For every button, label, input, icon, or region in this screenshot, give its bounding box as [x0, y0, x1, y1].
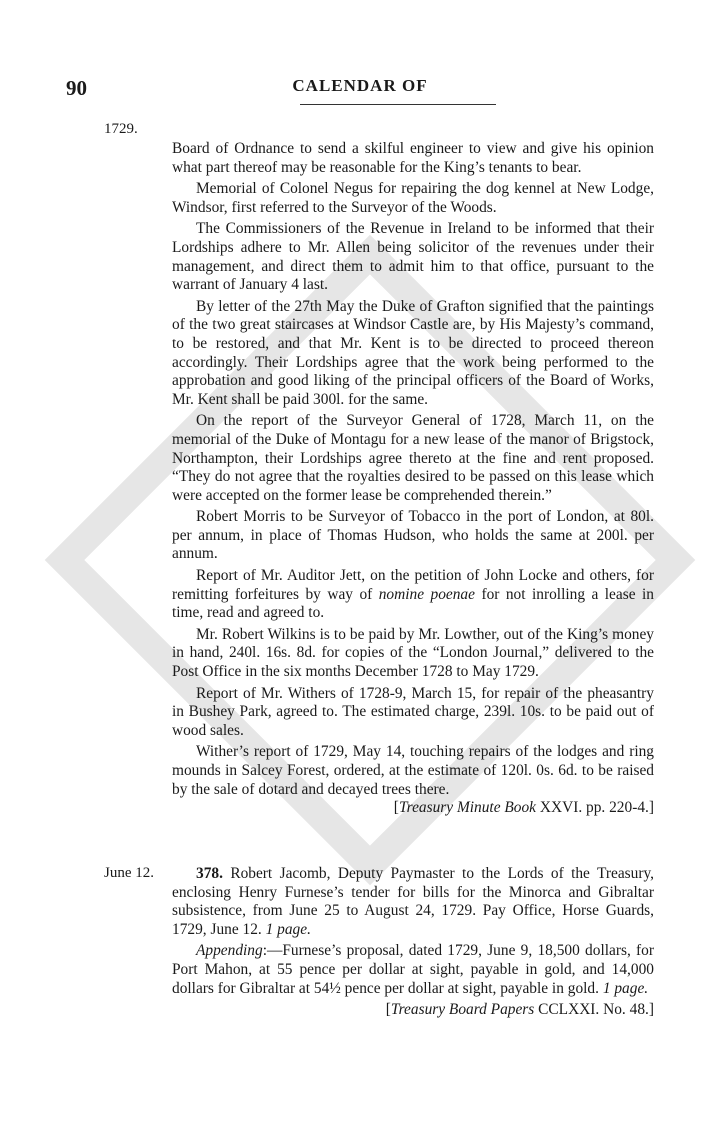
page-number: 90 [66, 76, 87, 100]
source-ref: CCLXXI. No. 48.] [534, 1001, 654, 1019]
bracket: [ [385, 1001, 391, 1019]
latin-phrase: nomine poenae [378, 585, 475, 603]
minute-paragraph: Memorial of Colonel Negus for repairing the dog kennel at New Lodge, Windsor, first referred to the Surveyor of the Woods. [172, 180, 654, 216]
bracket: [ [393, 799, 399, 817]
source-ref: XXVI. pp. 220-4.] [536, 799, 654, 817]
entry-378 [172, 865, 654, 1020]
page-note: 1 page. [602, 979, 649, 997]
source-citation [362, 799, 654, 818]
entry-paragraph [172, 865, 654, 939]
minute-paragraph: By letter of the 27th May the Duke of Grafton signified that the paintings of the two great staircases at Windsor Castle are, by His Majesty’s command, to be restored, and that Mr. Kent is to be directed to proceed thereon accordingly. Their Lordships agree that the work being performed to the approbation and good liking of the principal officers of the Board of Works, Mr. Kent shall be paid 300l. for the same. [172, 297, 654, 408]
appending-text: :—Furnese’s proposal, dated 1729, June 9, 18,500 dollars, for Port Mahon, at 55 pence per dollar at sight, payable in gold, and 14,000 dollars for Gibraltar at 54½ pence per dollar at sight, payable in gold. [172, 942, 654, 997]
source-citation [172, 1001, 654, 1020]
running-title: CALENDAR OF [292, 76, 428, 95]
minute-paragraph: The Commissioners of the Revenue in Ireland to be informed that their Lordships adhere to Mr. Allen being solicitor of the revenues under their management, and direct them to admit him to that office, pursuant to the warrant of January 4 last. [172, 220, 654, 294]
page-note: 1 page. [265, 920, 311, 938]
appending-paragraph [172, 942, 654, 998]
margin-year: 1729. [104, 121, 138, 137]
minute-paragraph [172, 743, 654, 817]
text-run: Report of Mr. Auditor Jett, on the petition of John Locke and others, for remitting forfeitures by way of [172, 567, 654, 603]
entry-number: 378. [196, 865, 223, 882]
minute-paragraph: Robert Morris to be Surveyor of Tobacco in the port of London, at 80l. per annum, in place of Thomas Hudson, who holds the same at 200l. per annum. [172, 508, 654, 563]
minute-paragraph [172, 567, 654, 623]
text-run: for not inrolling a lease in time, read and agreed to. [172, 585, 654, 622]
minutes-block [172, 140, 654, 818]
appending-label: Appending [196, 942, 263, 960]
text-run: Wither’s report of 1729, May 14, touching repairs of the lodges and ring mounds in Salcey Forest, ordered, at the estimate of 120l. 0s. 6d. to be raised by the sale of dotard and decayed trees there. [172, 743, 654, 798]
header-rule [300, 104, 496, 105]
source-title: Treasury Minute Book [398, 799, 537, 817]
source-title: Treasury Board Papers [390, 1001, 535, 1019]
minute-paragraph: Report of Mr. Withers of 1728-9, March 15, for repair of the pheasantry in Bushey Park, agreed to. The estimated charge, 239l. 10s. to be paid out of wood sales. [172, 684, 654, 739]
minute-paragraph: Board of Ordnance to send a skilful engineer to view and give his opinion what part thereof may be reasonable for the King’s tenants to bear. [172, 140, 654, 176]
margin-entry-date: June 12. [104, 865, 154, 881]
minute-paragraph: Mr. Robert Wilkins is to be paid by Mr. Lowther, out of the King’s money in hand, 240l. 16s. 8d. for copies of the “London Journal,” delivered to the Post Office in the six months December 1728 to May 1729. [172, 625, 654, 681]
minute-paragraph: On the report of the Surveyor General of 1728, March 11, on the memorial of the Duke of Montagu for a new lease of the manor of Brigstock, Northampton, their Lordships agree thereto at the fine and rent proposed. “They do not agree that the royalties desired to be passed on this lease which were accepted on the former lease be comprehended therein.” [172, 412, 654, 504]
entry-text: Robert Jacomb, Deputy Paymaster to the Lords of the Treasury, enclosing Henry Furnese’s tender for bills for the Minorca and Gibraltar subsistence, from June 25 to August 24, 1729. Pay Office, Horse Guards, 1729, June 12. [172, 865, 654, 938]
